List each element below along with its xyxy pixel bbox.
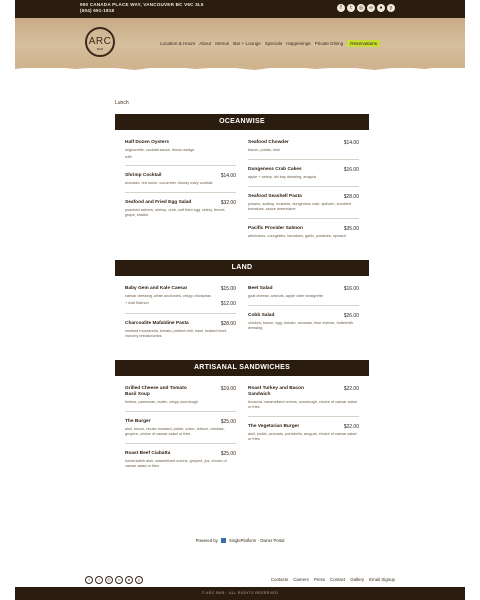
owner-portal-link[interactable]: · Owner Portal	[257, 538, 285, 543]
item-description: goat cheese, walnuts, apple cider vinaigrette	[248, 294, 323, 298]
main-nav	[160, 40, 380, 47]
item-addon	[125, 301, 236, 307]
yelp-icon[interactable]: y	[135, 576, 143, 584]
item-price: $16.00	[343, 167, 359, 173]
item-price: $19.00	[220, 386, 236, 392]
opentable-icon[interactable]: ●	[377, 4, 385, 12]
facebook-icon[interactable]: f	[337, 4, 345, 12]
nav-menus[interactable]: Menus	[215, 41, 230, 46]
item-price: $22.00	[343, 386, 359, 392]
menu-item	[248, 140, 359, 160]
section-oceanwise-items	[115, 130, 369, 260]
item-description: apple + celery, old bay dressing, arugula	[248, 175, 316, 179]
item-name: Roast Turkey and Bacon Sandwich	[248, 386, 304, 397]
nav-specials[interactable]: Specials	[264, 41, 283, 46]
nav-location-hours[interactable]: Location & Hours	[160, 41, 196, 46]
instagram-icon[interactable]: ◎	[358, 5, 364, 11]
reservations-button[interactable]: Reservations	[347, 40, 380, 47]
menu-item	[125, 419, 236, 444]
item-price: $26.00	[343, 313, 359, 319]
menu-label: Lunch	[115, 100, 129, 106]
item-price: $32.00	[220, 200, 236, 206]
item-name: Roast Beef Ciabatta	[125, 451, 171, 456]
section-sandwiches-items	[115, 376, 369, 490]
footer-link[interactable]: Email Signup	[369, 577, 395, 582]
item-description: prawns, scallop, mussels, dungeness crab, spinach, sundried tomatoes, sauce americaine	[248, 202, 352, 211]
item-price: $35.00	[343, 226, 359, 232]
item-price: $28.00	[343, 194, 359, 200]
tripadvisor-icon[interactable]: ∞	[367, 4, 375, 12]
opentable-icon[interactable]: ●	[125, 576, 133, 584]
item-description: bacon, potato, leek	[248, 148, 281, 152]
menu-item	[248, 286, 359, 306]
menu-item	[125, 200, 236, 224]
menu-content	[115, 100, 369, 490]
item-name: The Burger	[125, 419, 151, 424]
item-name: Shrimp Cocktail	[125, 173, 162, 178]
menu-item	[125, 321, 236, 345]
menu-item	[125, 140, 236, 166]
menu-item	[125, 286, 236, 314]
nav-private-dining[interactable]: Private Dining	[314, 41, 344, 46]
item-name: Half Dozen Oysters	[125, 140, 169, 145]
footer-links	[271, 577, 395, 582]
footer-social-links	[85, 576, 143, 584]
footer-link[interactable]: Gallery	[350, 577, 365, 582]
yelp-icon[interactable]: y	[387, 4, 395, 12]
item-description: focaccia, caramelized onions, sourdough, choice of caesar salad or fries	[248, 400, 357, 409]
item-price: $14.00	[343, 140, 359, 146]
section-oceanwise-header: OCEANWISE	[115, 114, 369, 130]
item-name: Baby Gem and Kale Caesar	[125, 286, 188, 291]
section-land-header: LAND	[115, 260, 369, 276]
item-description: artichokes, courgettes, tomatoes, garlic, potatoes, spinach	[248, 234, 346, 238]
logo-text: ARC	[88, 36, 112, 47]
item-name: Grilled Cheese and Tomato Basil Soup	[125, 386, 187, 397]
footer-link[interactable]: Press	[313, 577, 326, 582]
section-sandwiches-header: ARTISANAL SANDWICHES	[115, 360, 369, 376]
menu-item	[248, 167, 359, 187]
item-name: The Vegetarian Burger	[248, 424, 300, 429]
powered-prefix: Powered by	[195, 538, 218, 543]
menu-item	[125, 386, 236, 412]
menu-item	[248, 313, 359, 337]
item-name: Seafood Seashell Pasta	[248, 194, 302, 199]
phone-number[interactable]: (604) 691-1818	[80, 8, 115, 13]
powered-by	[15, 538, 465, 543]
menu-item	[248, 194, 359, 219]
item-description: caesar dressing, white anchovies, crispy chickpeas	[125, 294, 211, 298]
nav-about[interactable]: About	[199, 41, 212, 46]
social-links	[337, 4, 395, 12]
bottom-bar	[15, 587, 465, 600]
nav-happenings[interactable]: Happenings	[286, 41, 311, 46]
torn-paper-edge	[15, 62, 465, 72]
item-price: $25.00	[220, 451, 236, 457]
menu-item	[248, 386, 359, 417]
item-description: fontina, parmesan, butter, crispy sourdough	[125, 400, 199, 404]
item-name: Seafood Chowder	[248, 140, 289, 145]
addon-label: with	[125, 155, 132, 159]
singleplatform-link[interactable]: SinglePlatform	[229, 538, 257, 543]
menu-item	[248, 424, 359, 448]
footer-link[interactable]: Careers	[293, 577, 309, 582]
menu-item	[125, 451, 236, 475]
tripadvisor-icon[interactable]: ∞	[115, 576, 123, 584]
menu-item	[125, 173, 236, 193]
item-name: Charcoalite Mafaldine Pasta	[125, 321, 189, 326]
item-price: $15.00	[220, 286, 236, 292]
singleplatform-icon	[221, 538, 226, 543]
facebook-icon[interactable]: f	[85, 576, 93, 584]
item-description: avocado, red onion, cucumber, bloody mary cocktail	[125, 181, 213, 185]
item-price: $28.00	[220, 321, 236, 327]
footer-link[interactable]: Contact	[330, 577, 346, 582]
item-description: smoked mozzarella, tomato, pickled chili, basil, braised beef, crunchy breadcrumbs	[125, 329, 227, 338]
instagram-icon[interactable]: ◎	[105, 576, 113, 584]
twitter-icon[interactable]: t	[95, 576, 103, 584]
logo-subtext: BAR	[96, 47, 104, 51]
item-price: $14.00	[220, 173, 236, 179]
copyright: © ARC BAR · ALL RIGHTS RESERVED	[201, 591, 279, 595]
item-name: Dungeness Crab Cakes	[248, 167, 302, 172]
addon-label: + Add Salmon	[125, 301, 149, 305]
item-price: $16.00	[343, 286, 359, 292]
item-name: Beet Salad	[248, 286, 273, 291]
footer-link[interactable]: Contacts	[270, 577, 289, 582]
addon-price: $12.00	[220, 301, 236, 307]
item-description: horseradish aioli, caramelized onions, gruyere, jus, choice of caesar salad or fries	[125, 459, 227, 468]
twitter-icon[interactable]: t	[347, 4, 355, 12]
item-description: chicken, bacon, egg, tomato, avocado, blue cheese, buttermilk dressing	[248, 321, 354, 330]
section-land-items	[115, 276, 369, 360]
item-description: poached salmon, shrimp, crab, soft fried egg, celery, fennel, grape, shallot	[125, 208, 226, 217]
item-name: Seafood and Fried Egg Salad	[125, 200, 192, 205]
page	[15, 0, 465, 600]
item-price: $25.00	[220, 419, 236, 425]
nav-bar-lounge[interactable]: Bar + Lounge	[233, 41, 261, 46]
item-description: aioli, pickle, avocado, portobello, arugula, choice of caesar salad or fries	[248, 432, 357, 441]
item-description: aioli, bacon, house mustard, pickle, onion, lettuce, cheddar, gruyere, choice of caesar salad or fries	[125, 427, 225, 436]
logo[interactable]	[85, 27, 115, 57]
item-name: Pacific Provider Salmon	[248, 226, 303, 231]
menu-item	[248, 226, 359, 245]
address-line: 900 CANADA PLACE WAY, VANCOUVER BC V6C 3L5	[80, 2, 204, 7]
item-description: mignonette, cocktail sauce, lemon wedge	[125, 148, 195, 152]
top-bar	[15, 0, 465, 18]
address	[80, 2, 204, 14]
item-name: Cobb Salad	[248, 313, 275, 318]
item-price: $22.00	[343, 424, 359, 430]
item-addon	[125, 155, 236, 159]
